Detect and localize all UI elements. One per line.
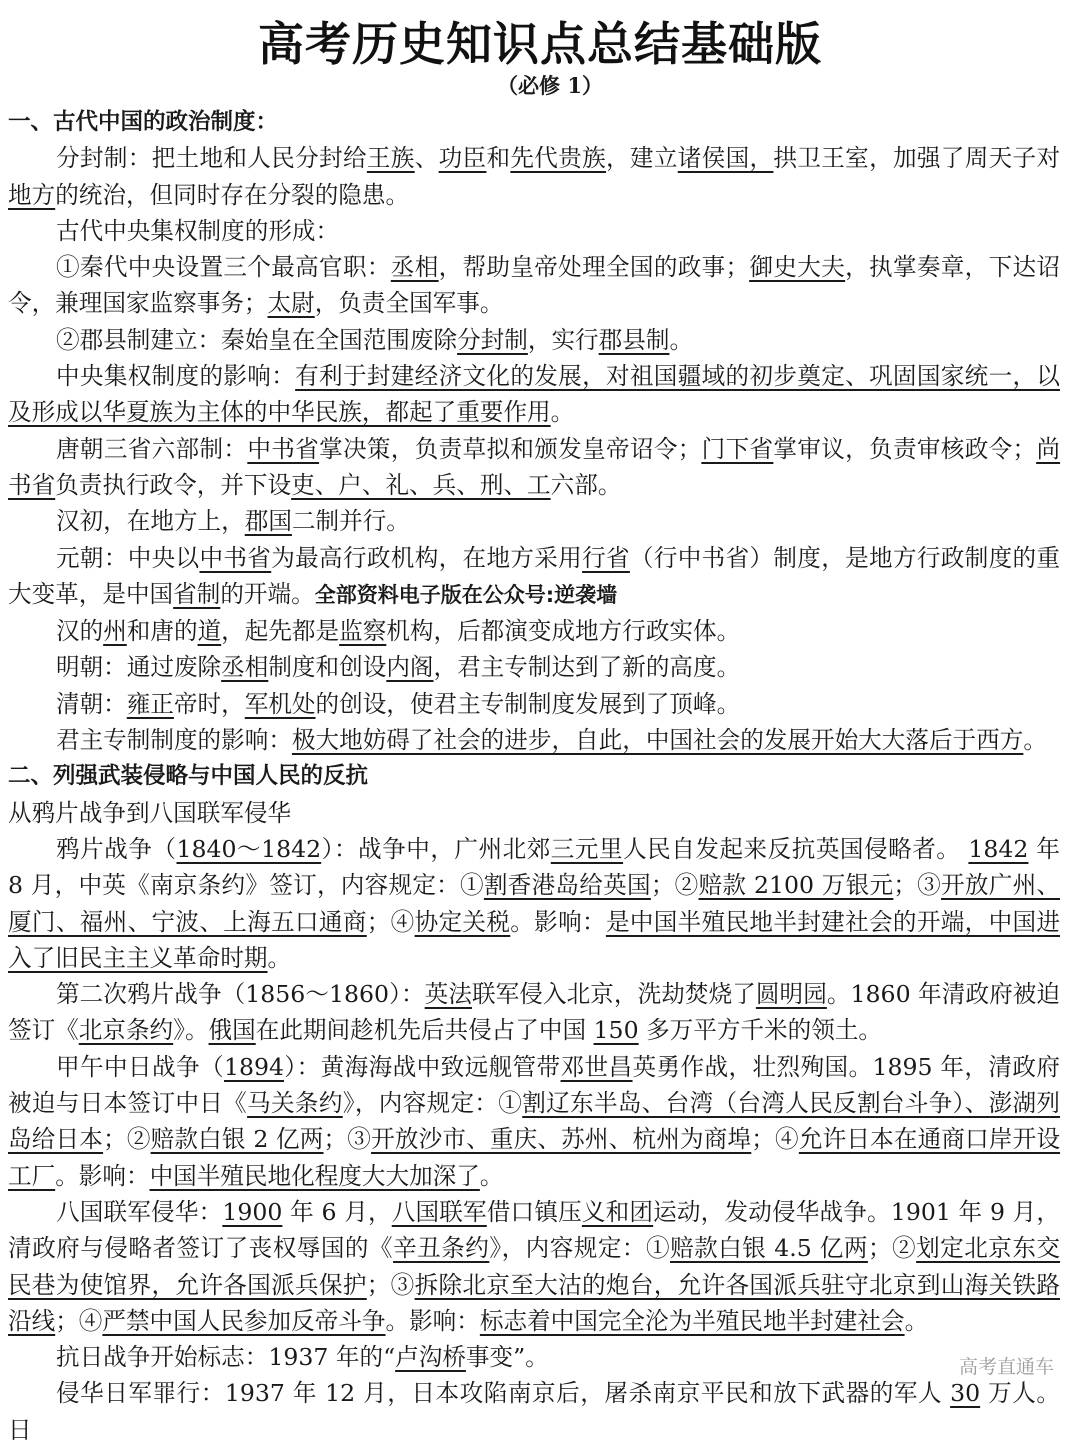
document-subtitle: （必修 1） <box>497 73 603 98</box>
text-run: 借口镇压 <box>486 1197 582 1226</box>
key-term: 丞相 <box>390 253 439 282</box>
text-run: 。 <box>267 943 292 972</box>
key-term: 极大地妨碍了社会的进步，自此，中国社会的发展开始大大落后于西方 <box>291 726 1024 755</box>
paragraph <box>8 358 1060 431</box>
text-run: ，建立 <box>606 144 678 173</box>
key-term: 赔款白银 4.5 亿两 <box>670 1234 868 1263</box>
text-run: 拱卫王室，加强了周天子对 <box>773 144 1061 173</box>
text-run: 。 <box>669 325 694 354</box>
key-term: 监察 <box>339 617 387 646</box>
key-term: 先代贵族 <box>510 144 607 173</box>
key-term: 1900 <box>222 1197 283 1226</box>
text-run: 分封制：把土地和人民分封给 <box>56 144 367 173</box>
key-term: 辛丑条约 <box>393 1234 490 1263</box>
key-term: 义和团 <box>581 1197 654 1226</box>
section-heading <box>8 104 1060 140</box>
text-run: 的创设，使君主专制制度发展到了顶峰。 <box>315 689 741 718</box>
text-run: ；② <box>650 871 699 900</box>
key-term: 俄国 <box>208 1016 256 1045</box>
key-term: 邓世昌 <box>560 1052 633 1081</box>
paragraph <box>8 613 1060 649</box>
key-term: 30 <box>950 1379 981 1408</box>
key-term: 八国联军 <box>391 1197 487 1226</box>
text-run: 负责执行政令，并下设 <box>55 470 292 499</box>
paragraph <box>8 1375 1060 1448</box>
paragraph <box>8 1194 1060 1339</box>
text-run: 从鸦片战争到八国联军侵华 <box>8 798 292 827</box>
key-term: 门下省 <box>701 434 774 463</box>
text-run: 。影响： <box>385 1306 480 1335</box>
text-run: 。 <box>550 398 575 427</box>
key-term: 雍正 <box>126 689 174 718</box>
key-term: 严禁中国人民参加反帝斗争 <box>102 1306 386 1335</box>
key-term: 圆明园 <box>755 980 827 1009</box>
key-term: 允许日本在通商口岸开设工厂 <box>8 1125 1061 1190</box>
text-run: 汉的 <box>56 617 104 646</box>
text-run: 一、古代中国的政治制度： <box>8 109 279 135</box>
text-run: 元朝：中央以 <box>56 543 200 572</box>
paragraph <box>8 1339 1060 1375</box>
text-run: 年 8 月，中英《南京条约》签订，内容规定：① <box>8 834 1061 900</box>
text-run: 侵华日军罪行：1937 年 12 月，日本攻陷南京后，屠杀南京平民和放下武器的军人 <box>56 1379 951 1408</box>
paragraph <box>8 1049 1060 1194</box>
text-run: 汉初，在地方上， <box>56 507 245 536</box>
text-run: 掌决策，负责草拟和颁发皇帝诏令； <box>319 434 702 463</box>
key-term: 北京条约 <box>78 1016 174 1045</box>
key-term: 中书省 <box>199 543 272 572</box>
text-run: ，实行 <box>527 325 599 354</box>
text-run: （行中书省）制度，是地方行政制度的重大变革，是中国 <box>8 543 1061 608</box>
key-term: 拆除北京至大沽的炮台，允许各国派兵驻守北京到山海关铁路沿线 <box>8 1270 1061 1335</box>
text-run: 帝时， <box>173 689 245 718</box>
promo-note: 全部资料电子版在公众号:逆袭墙 <box>314 582 618 607</box>
paragraph <box>8 540 1060 614</box>
text-run: 运动，发动侵华战争。1901 年 9 月，清政府与侵略者签订了丧权辱国的《 <box>8 1197 1061 1263</box>
key-term: 军机处 <box>244 689 316 718</box>
text-run: 清朝： <box>56 689 127 718</box>
key-term: 省制 <box>173 579 221 608</box>
key-term: 王族 <box>366 144 415 173</box>
key-term: 划定北京东交民巷为使馆界，允许各国派兵保护 <box>8 1234 1061 1299</box>
key-term: 三元里 <box>550 834 624 863</box>
key-term: 尚书省 <box>8 434 1061 499</box>
text-run: 》，内容规定：① <box>342 1089 523 1118</box>
key-term: 道 <box>197 617 222 646</box>
text-run: 抗日战争开始标志：1937 年的“ <box>56 1343 396 1372</box>
paragraph <box>8 213 1060 249</box>
text-run: 君主专制制度的影响： <box>56 726 292 755</box>
key-term: 中国半殖民地化程度大大加深了 <box>149 1161 480 1190</box>
key-term: 太尉 <box>267 289 315 318</box>
paragraph <box>8 686 1060 722</box>
key-term: 有利于封建经济文化的发展，对祖国疆域的初步奠定、巩固国家统一，以及形成以华夏族为主体的中华民族，都起了重要作用 <box>8 362 1060 427</box>
key-term: 开放广州、厦门、福州、宁波、上海五口通商 <box>8 871 1061 936</box>
text-run: ②郡县制建立：秦始皇在全国范围废除 <box>56 325 458 354</box>
key-term: 州 <box>103 617 127 646</box>
text-run: ；④ <box>366 907 415 936</box>
paragraph <box>8 431 1060 504</box>
text-run: ，负责全国军事。 <box>314 289 504 318</box>
text-run: 和 <box>486 144 511 173</box>
text-run: ①秦代中央设置三个最高官职： <box>56 253 391 282</box>
key-term: 地方 <box>8 180 56 209</box>
paragraph <box>8 249 1060 322</box>
text-run: 第二次鸦片战争（1856～1860）： <box>56 980 425 1009</box>
document-title: 高考历史知识点总结基础版 <box>258 17 822 71</box>
text-run: 。影响： <box>510 907 606 936</box>
text-run: ）：黄海海战中致远舰管带 <box>284 1052 561 1081</box>
key-term: 分封制 <box>457 325 528 354</box>
text-run: ，执掌奏章，下达诏令，兼理国家监察事务； <box>8 253 1061 318</box>
paragraph <box>8 140 1060 213</box>
text-run: ，帮助皇帝处理全国的政事； <box>438 253 750 282</box>
key-term: 协定关税 <box>414 907 511 936</box>
key-term: 内阁 <box>386 653 434 682</box>
text-run: 。 <box>1023 726 1047 755</box>
key-term: 卢沟桥 <box>395 1343 466 1372</box>
text-run: 机构，后都演变成地方行政实体。 <box>386 617 741 646</box>
text-run: 。影响： <box>55 1161 150 1190</box>
key-term: 开放沙市、重庆、苏州、杭州为商埠 <box>371 1125 752 1154</box>
text-run: ；④ <box>55 1306 103 1335</box>
text-run: 古代中央集权制度的形成： <box>56 216 340 245</box>
text-run: 唐朝三省六部制： <box>56 434 248 463</box>
key-term: 中书省 <box>247 434 320 463</box>
key-term: 标志着中国完全沦为半殖民地半封建社会 <box>479 1306 905 1335</box>
text-run: ；② <box>867 1234 917 1263</box>
text-run: 鸦片战争（ <box>56 834 177 863</box>
paragraph <box>8 649 1060 685</box>
key-term: 吏、户、礼、兵、刑、工 <box>291 470 551 499</box>
text-run: 二、列强武装侵略与中国人民的反抗 <box>8 763 369 790</box>
text-run: ）：战争中，广州北郊 <box>321 834 551 863</box>
key-term: 赔款白银 2 亿两 <box>150 1125 324 1154</box>
paragraph <box>8 831 1060 976</box>
text-run: ，起先都是 <box>221 617 340 646</box>
text-run: ；② <box>103 1125 151 1154</box>
text-run: ；③ <box>893 871 942 900</box>
key-term: 割香港岛给英国 <box>483 871 651 900</box>
watermark: 高考直通车 <box>958 1356 1054 1378</box>
text-run: 联军侵入北京，洗劫焚烧了 <box>471 980 756 1009</box>
key-term: 郡国 <box>244 507 292 536</box>
key-term: 行省 <box>582 543 630 572</box>
text-run: 明朝：通过废除 <box>56 653 222 682</box>
key-term: 功臣 <box>438 144 487 173</box>
text-run: 制度和创设 <box>268 653 387 682</box>
text-run: 二制并行。 <box>291 507 410 536</box>
key-term: 1840～1842 <box>176 834 322 863</box>
key-term: 1894 <box>223 1052 285 1081</box>
text-run: 、 <box>414 144 439 173</box>
text-run: ；③ <box>323 1125 372 1154</box>
text-run: 掌审议，负责审核政令； <box>773 434 1037 463</box>
text-run: 》，内容规定：① <box>489 1234 671 1263</box>
key-term: 马关条约 <box>247 1089 343 1118</box>
text-run: 多万平方千米的领土。 <box>638 1016 883 1045</box>
key-term: 御史大夫 <box>749 253 846 282</box>
key-term: 丞相 <box>221 653 269 682</box>
paragraph <box>8 976 1060 1049</box>
text-run: 。 <box>904 1306 929 1335</box>
key-term: 郡县制 <box>598 325 670 354</box>
key-term: 诸侯国， <box>677 144 774 173</box>
key-term: 是中国半殖民地半封建社会的开端，中国进入了旧民主主义革命时期 <box>8 907 1061 972</box>
key-term: 1842 <box>968 834 1029 863</box>
section-heading <box>8 758 1060 794</box>
text-run: ；④ <box>751 1125 799 1154</box>
text-run: 甲午中日战争（ <box>56 1052 224 1081</box>
text-run: 万人。日 <box>8 1379 1061 1444</box>
key-term: 割辽东半岛、台湾（台湾人民反割台斗争）、澎湖列岛给日本 <box>8 1089 1061 1154</box>
paragraph <box>8 503 1060 539</box>
text-run: 六部。 <box>550 470 622 499</box>
text-run: ，君主专制达到了新的高度。 <box>433 653 741 682</box>
text-run: 八国联军侵华： <box>56 1197 223 1226</box>
text-run: 的统治，但同时存在分裂的隐患。 <box>55 180 410 209</box>
text-run: 。1860 年清政府被迫签订《 <box>8 980 1061 1045</box>
text-run: 。 <box>479 1161 504 1190</box>
key-term: 英法 <box>424 980 472 1009</box>
text-run: 英勇作战，壮烈殉国。1895 年，清政府被迫与日本签订中日《 <box>8 1052 1061 1118</box>
text-run: ；③ <box>366 1270 415 1299</box>
text-run: 和唐的 <box>126 617 198 646</box>
paragraph <box>8 722 1060 758</box>
key-term: 150 <box>593 1016 639 1045</box>
text-run: 》。 <box>173 1016 209 1045</box>
text-run: 在此期间趁机先后共侵占了中国 <box>255 1016 594 1045</box>
text-run: 年 6 月， <box>282 1197 392 1226</box>
text-run: 为最高行政机构，在地方采用 <box>271 543 583 572</box>
key-term: 赔款 2100 万银元 <box>698 871 894 900</box>
text-run: 的开端。 <box>220 579 315 608</box>
text-run: 中央集权制度的影响： <box>56 362 296 391</box>
document-body <box>8 104 1060 1448</box>
paragraph <box>8 795 1060 831</box>
paragraph <box>8 322 1060 358</box>
text-run: 人民自发起来反抗英国侵略者。 <box>623 834 969 863</box>
text-run: 事变”。 <box>465 1343 549 1372</box>
